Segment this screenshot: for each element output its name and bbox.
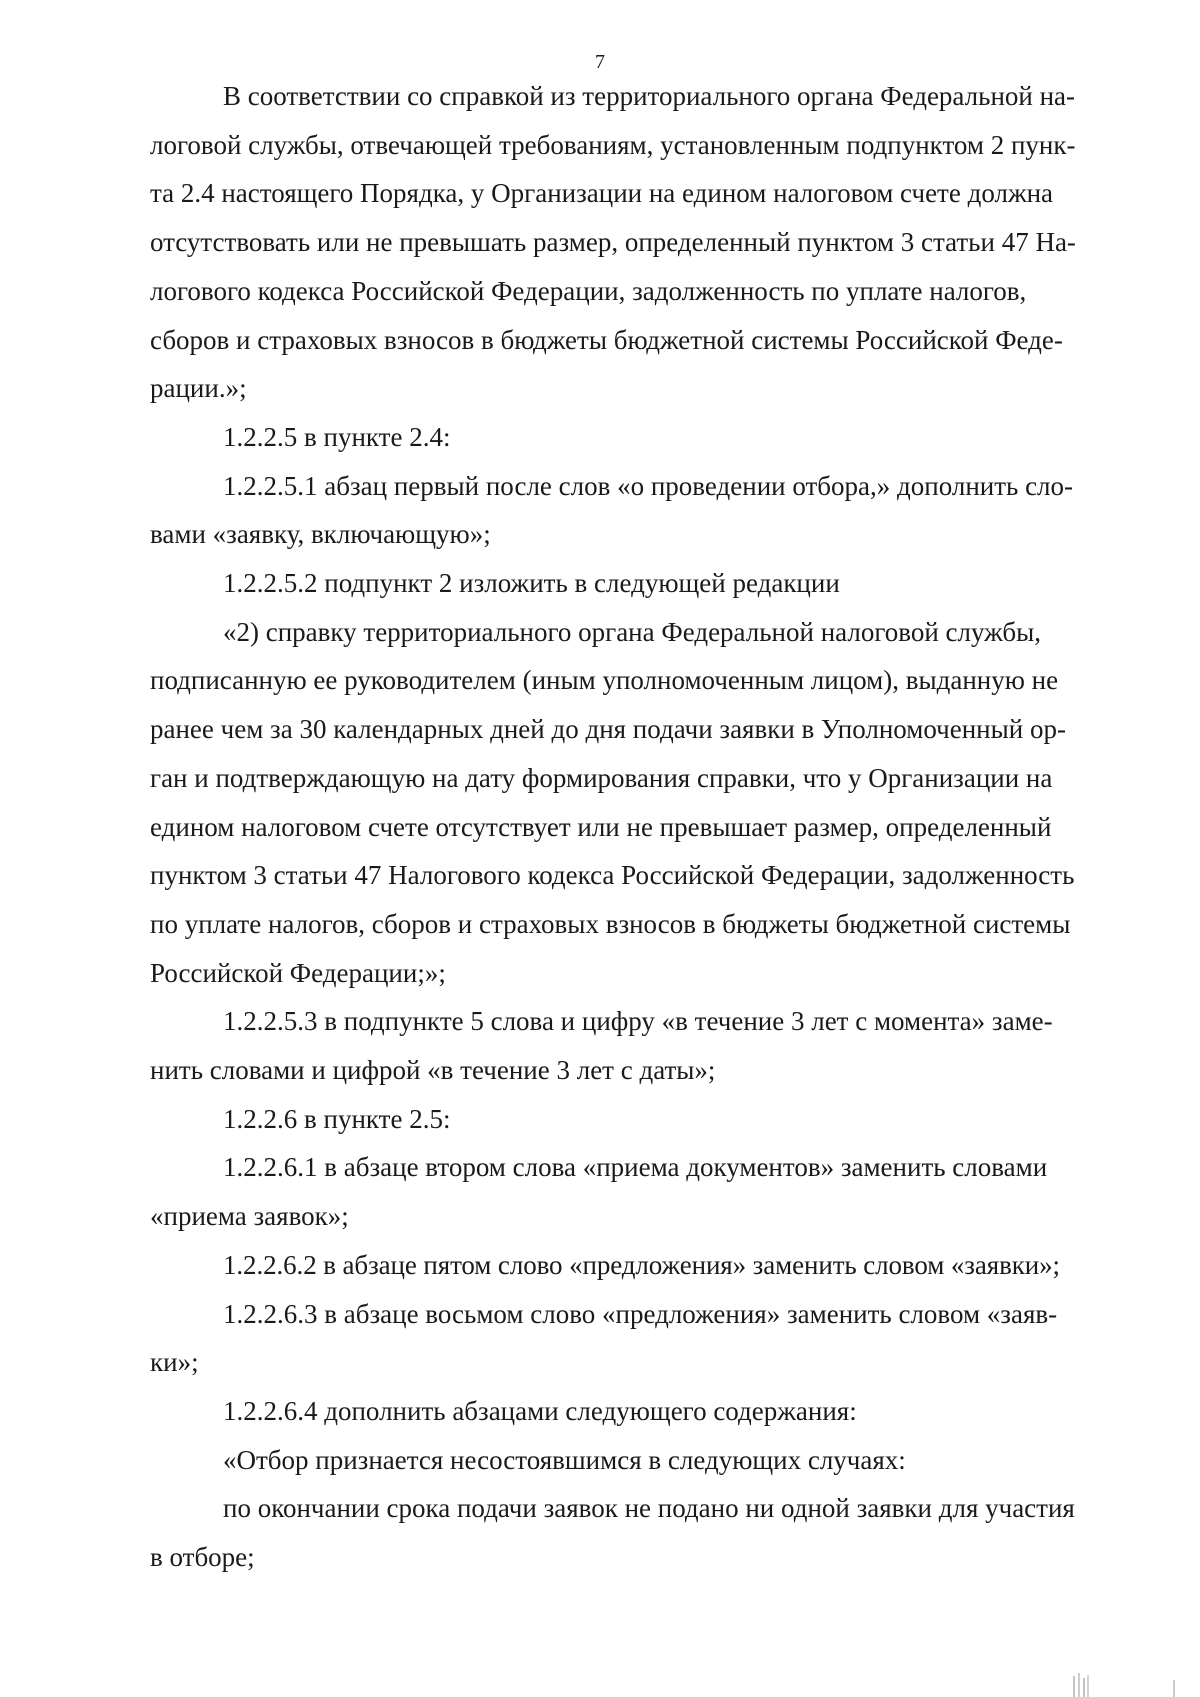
paragraph-requirement-text: В соответствии со справкой из территориального органа Федеральной на- логовой службы, отвечающей требованиям, установленным подпунктом 2 пунк- та 2.4 настоящего Порядка, у Организации на едином налоговом счете должна отсутствовать или не превышать размер, определенный пунктом 3 статьи 47 На- логового кодекса Российской Федерации, задолженность по уплате налогов, сборов и страховых взносов в бюджеты бюджетной системы Российской Феде- рации.»;	[150, 81, 1076, 404]
document-body	[150, 72, 1144, 1582]
paragraph-no-applications: по окончании срока подачи заявок не подано ни одной заявки для участия в отборе;	[150, 1493, 1075, 1573]
paragraph-1-2-2-5-3: 1.2.2.5.3 в подпункте 5 слова и цифру «в течение 3 лет с момента» заме- нить словами и цифрой «в течение 3 лет с даты»;	[150, 1006, 1053, 1086]
paragraph-quoted-subitem-2: «2) справку территориального органа Федеральной налоговой службы, подписанную ее руководителем (иным уполномоченным лицом), выданную не ранее чем за 30 календарных дней до дня подачи заявки в Уполномоченный ор- ган и подтверждающую на дату формирования справки, что у Организации на едином налоговом счете отсутствует или не превышает размер, определенный пунктом 3 статьи 47 Налогового кодекса Российской Федерации, задолженность по уплате налогов, сборов и страховых взносов в бюджеты бюджетной системы Российской Федерации;»;	[150, 616, 1075, 988]
page-number: 7	[595, 51, 605, 73]
paragraph-1-2-2-6-2: 1.2.2.6.2 в абзаце пятом слово «предложения» заменить словом «заявки»;	[223, 1249, 1060, 1280]
paragraph-1-2-2-6-4: 1.2.2.6.4 дополнить абзацами следующего содержания:	[223, 1395, 857, 1426]
paragraph-1-2-2-5-2: 1.2.2.5.2 подпункт 2 изложить в следующей редакции	[223, 568, 840, 599]
paragraph-1-2-2-5-1: 1.2.2.5.1 абзац первый после слов «о проведении отбора,» дополнить сло- вами «заявку, включающую»;	[150, 470, 1074, 550]
paragraph-1-2-2-5: 1.2.2.5 в пункте 2.4:	[223, 421, 451, 452]
scan-artifact-marks	[1070, 1670, 1180, 1697]
paragraph-1-2-2-6-3: 1.2.2.6.3 в абзаце восьмом слово «предложения» заменить словом «заяв- ки»;	[150, 1298, 1058, 1378]
paragraph-selection-failed: «Отбор признается несостоявшимся в следующих случаях:	[223, 1444, 906, 1475]
paragraph-1-2-2-6: 1.2.2.6 в пункте 2.5:	[223, 1103, 451, 1134]
paragraph-1-2-2-6-1: 1.2.2.6.1 в абзаце втором слова «приема документов» заменить словами «приема заявок»;	[150, 1152, 1048, 1232]
